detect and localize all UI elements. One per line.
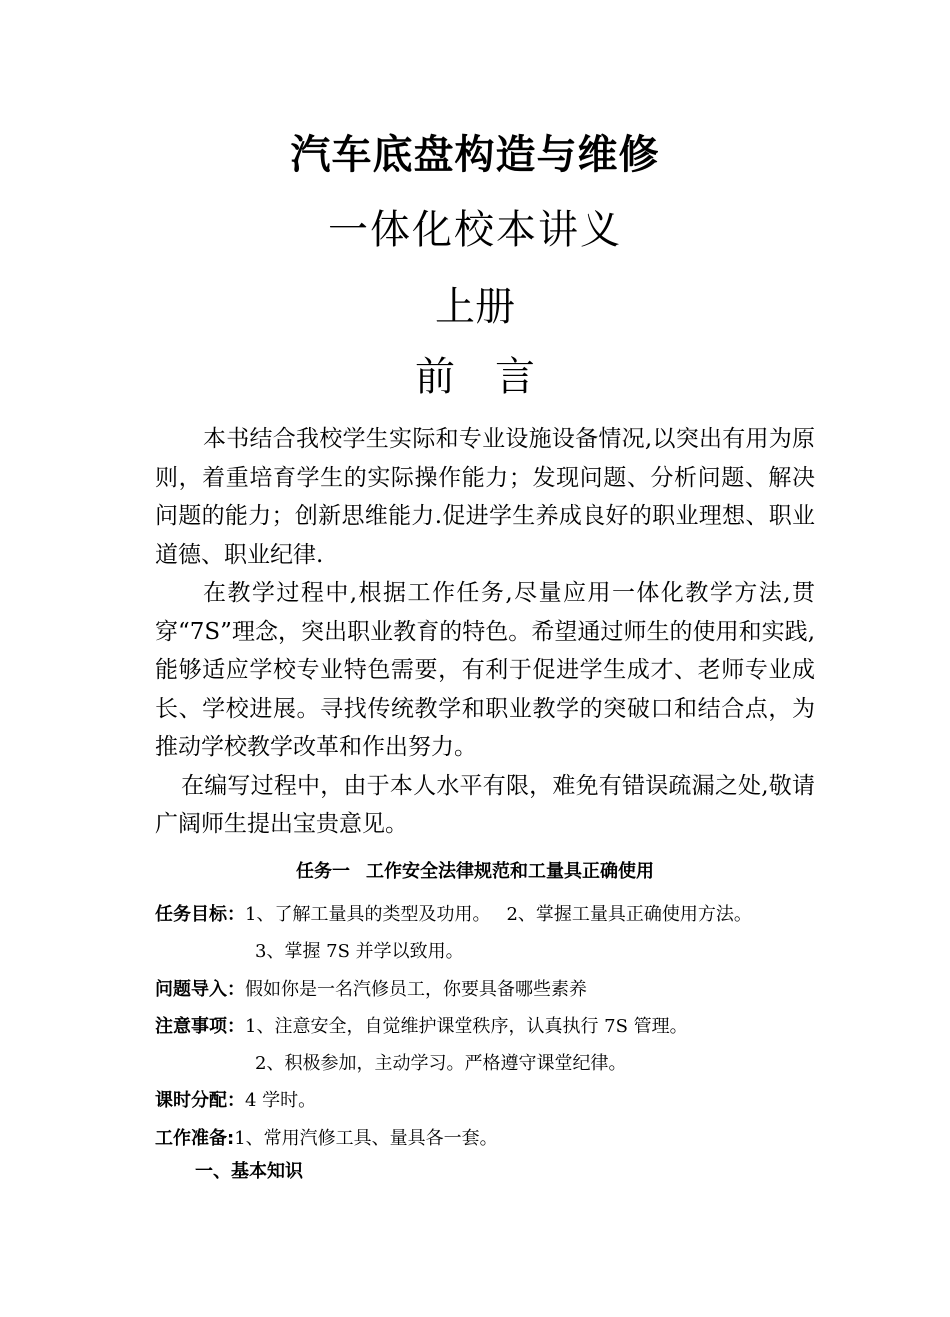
task-name: 工作安全法律规范和工量具正确使用	[366, 861, 654, 882]
hours-text: 4 学时。	[245, 1090, 317, 1112]
task-details	[155, 896, 855, 1157]
task-goal-item: 3、掌握 7S 并学以致用。	[255, 941, 464, 963]
note-item: 1、注意安全，自觉维护课堂秩序，认真执行 7S 管理。	[245, 1015, 688, 1037]
preface-paragraph: 在教学过程中,根据工作任务,尽量应用一体化教学方法,贯穿“7S”理念，突出职业教育的特色。希望通过师生的使用和实践,能够适应学校专业特色需要，有利于促进学生成才、老师专业成长、学校进展。寻找传统教学和职业教学的突破口和结合点，为推动学校教学改革和作出努力。	[155, 580, 815, 760]
preface-heading-char-1: 前	[415, 354, 455, 400]
notes-row	[155, 1045, 855, 1082]
preface-body	[155, 420, 815, 844]
preface-paragraph: 在编写过程中，由于本人水平有限，难免有错误疏漏之处,敬请广阔师生提出宝贵意见。	[155, 772, 815, 837]
task-heading	[0, 858, 950, 886]
hours-label: 课时分配：	[155, 1090, 245, 1112]
prep-text: 1、常用汽修工具、量具各一套。	[234, 1127, 498, 1149]
question-row	[155, 971, 855, 1008]
hours-row	[155, 1082, 855, 1119]
task-goal-row	[155, 933, 855, 970]
task-goal-item: 1、了解工量具的类型及功用。	[245, 904, 491, 925]
preface-heading	[0, 350, 950, 404]
task-goal-label: 任务目标：	[155, 904, 245, 925]
document-title: 汽车底盘构造与维修	[290, 131, 660, 178]
prep-row	[155, 1120, 855, 1157]
question-label: 问题导入：	[155, 978, 245, 1000]
question-text: 假如你是一名汽修员工，你要具备哪些素养	[245, 978, 587, 1000]
task-goal-row	[155, 896, 855, 933]
prep-label: 工作准备:	[155, 1127, 235, 1149]
task-number: 任务一	[296, 861, 350, 882]
preface-heading-char-2: 言	[495, 354, 535, 400]
preface-paragraph: 本书结合我校学生实际和专业设施设备情况,以突出有用为原则，着重培育学生的实际操作能力；发现问题、分析问题、解决问题的能力；创新思维能力.促进学生养成良好的职业理想、职业道德、职业纪律.	[155, 426, 815, 568]
task-goal-item: 2、掌握工量具正确使用方法。	[506, 904, 752, 925]
document-volume: 上册	[435, 284, 515, 330]
notes-row	[155, 1008, 855, 1045]
notes-label: 注意事项：	[155, 1015, 245, 1037]
note-item: 2、积极参加，主动学习。严格遵守课堂纪律。	[255, 1053, 627, 1075]
document-subtitle: 一体化校本讲义	[328, 207, 622, 253]
section-heading: 一、基本知识	[195, 1161, 303, 1182]
